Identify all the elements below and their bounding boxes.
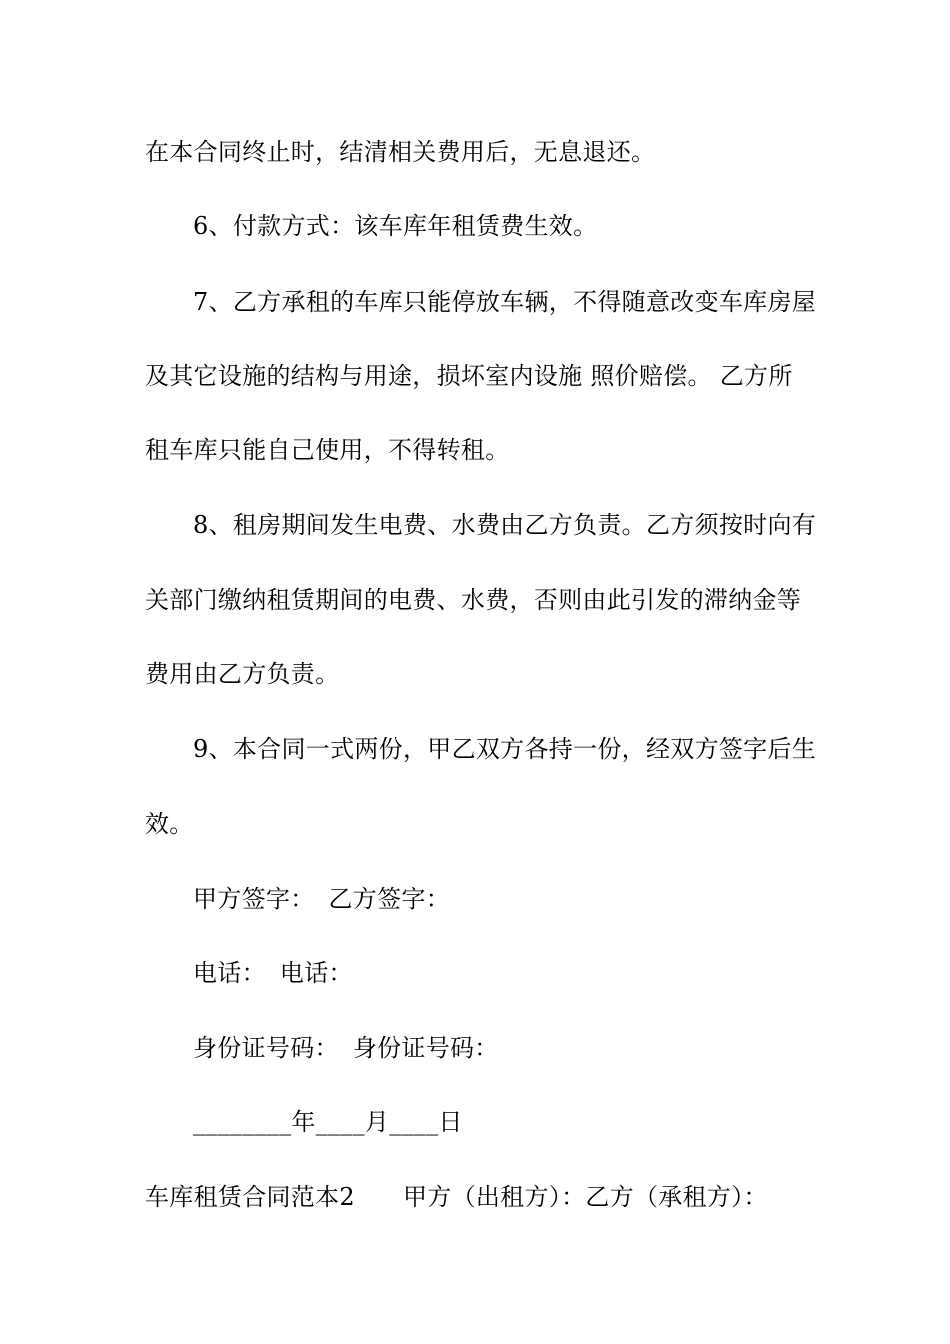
party-a-sign-label: 甲方签字： bbox=[193, 885, 315, 913]
next-section-heading-row bbox=[145, 1182, 825, 1212]
section-title: 车库租赁合同范本2 bbox=[145, 1183, 355, 1211]
phone-row bbox=[193, 958, 873, 988]
clause-9-line-1: 9、本合同一式两份，甲乙双方各持一份，经双方签字后生 bbox=[193, 735, 817, 763]
clause-7-line-2: 及其它设施的结构与用途，损坏室内设施 照价赔偿。 乙方所 bbox=[145, 362, 793, 390]
party-b-id-label: 身份证号码： bbox=[352, 1034, 499, 1062]
clause-7-line-3: 租车库只能自己使用，不得转租。 bbox=[145, 436, 510, 464]
party-a-id-label: 身份证号码： bbox=[193, 1034, 339, 1062]
party-a-label: 甲方（出租方）： bbox=[402, 1183, 586, 1211]
party-b-label: 乙方（承租方）： bbox=[585, 1183, 768, 1211]
clause-8-line-3: 费用由乙方负责。 bbox=[145, 660, 340, 688]
id-number-row bbox=[193, 1033, 873, 1063]
paragraph-line: 在本合同终止时，结清相关费用后，无息退还。 bbox=[145, 138, 656, 166]
clause-6: 6、付款方式：该车库年租赁费生效。 bbox=[193, 212, 598, 240]
party-b-phone-label: 电话： bbox=[279, 959, 353, 987]
date-line: ________年____月____日 bbox=[193, 1108, 463, 1136]
clause-8-line-2: 关部门缴纳租赁期间的电费、水费，否则由此引发的滞纳金等 bbox=[145, 586, 802, 614]
party-b-sign-label: 乙方签字： bbox=[328, 885, 450, 913]
clause-7-line-1: 7、乙方承租的车库只能停放车辆，不得随意改变车库房屋 bbox=[193, 288, 817, 316]
party-a-phone-label: 电话： bbox=[193, 959, 266, 987]
signature-row bbox=[193, 884, 873, 914]
clause-9-line-2: 效。 bbox=[145, 810, 194, 838]
clause-8-line-1: 8、租房期间发生电费、水费由乙方负责。乙方须按时向有 bbox=[193, 511, 817, 539]
